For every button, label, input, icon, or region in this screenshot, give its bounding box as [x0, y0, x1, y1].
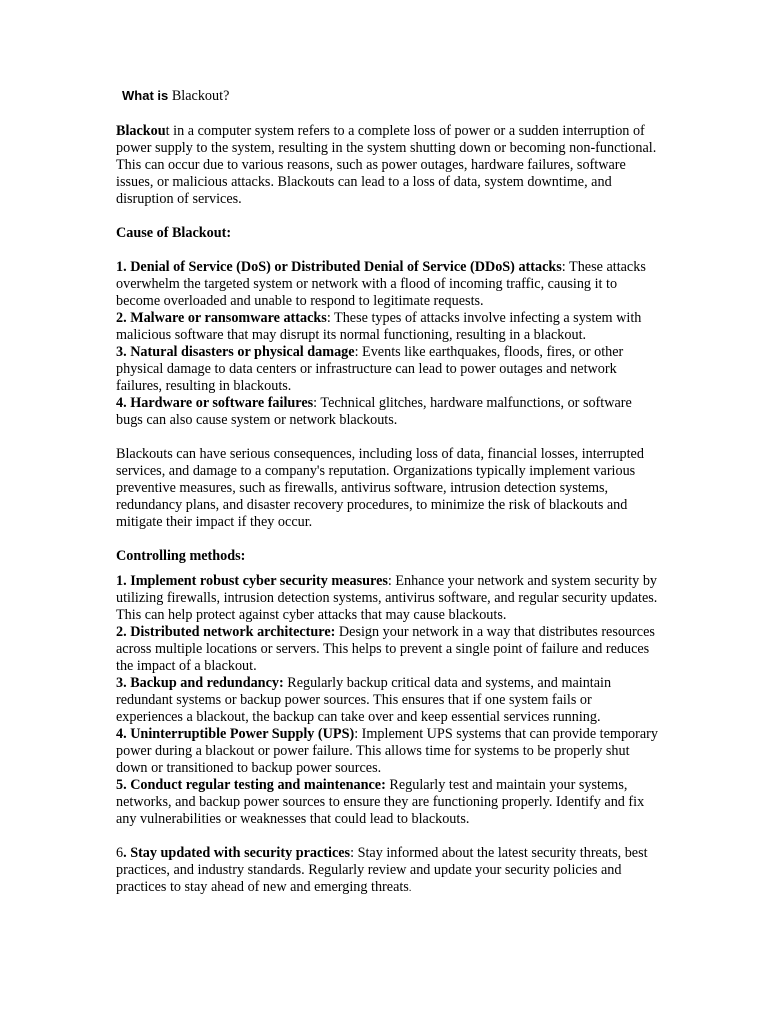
- cause-item-3-title: 3. Natural disasters or physical damage: [116, 344, 355, 360]
- cause-item-1-title: 1. Denial of Service (DoS) or Distributed Denial of Service (DDoS) attacks: [116, 259, 562, 275]
- title-prefix: What is: [122, 88, 172, 103]
- cause-item-4-title: 4. Hardware or software failures: [116, 395, 314, 411]
- control-item-3: [116, 675, 658, 726]
- control-item-6-end: .: [408, 883, 412, 894]
- cause-item-2-text: : These types of attacks involve infecting a system with malicious software that may disrupt its normal functioning, resulting in a blackout.: [116, 310, 642, 343]
- control-item-2-title: 2. Distributed network architecture:: [116, 624, 336, 640]
- control-item-1-title: 1. Implement robust cyber security measures: [116, 573, 388, 589]
- controls-heading: Controlling methods:: [116, 548, 246, 564]
- control-item-1: [116, 573, 658, 624]
- cause-item-4-text: : Technical glitches, hardware malfunctions, or software bugs can also cause system or network blackouts.: [116, 395, 632, 428]
- control-item-2-text: Design your network in a way that distributes resources across multiple locations or servers. This helps to prevent a single point of failure and reduces the impact of a blackout.: [116, 624, 655, 674]
- control-item-5-text: Regularly test and maintain your systems, networks, and backup power sources to ensure they are functioning properly. Identify and fix any vulnerabilities or weaknesses that could lead to blackouts.: [116, 777, 645, 827]
- control-item-6-number: 6: [116, 845, 124, 861]
- intro-paragraph: [116, 123, 658, 208]
- control-item-4: [116, 726, 658, 777]
- consequences-paragraph: Blackouts can have serious consequences, including loss of data, financial losses, interrupted services, and damage to a company's reputation. Organizations typically implement various preventive measures, such as firewalls, antivirus software, intrusion detection systems, redundancy plans, and disaster recovery procedures, to minimize the risk of blackouts and mitigate their impact if they occur.: [116, 446, 644, 530]
- causes-heading: Cause of Blackout:: [116, 225, 232, 241]
- cause-item-2-title: 2. Malware or ransomware attacks: [116, 310, 327, 326]
- control-item-5-title: 5. Conduct regular testing and maintenance:: [116, 777, 386, 793]
- control-item-6-title: . Stay updated with security practices: [123, 845, 351, 861]
- cause-item-3: [116, 344, 658, 395]
- control-item-4-text: : Implement UPS systems that can provide temporary power during a blackout or power failure. This allows time for systems to be properly shut down or transitioned to backup power sources.: [116, 726, 658, 776]
- control-item-6: [116, 845, 658, 897]
- document-title: [122, 87, 658, 105]
- control-item-1-text: : Enhance your network and system security by utilizing firewalls, intrusion detection systems, antivirus software, and regular security updates. This can help protect against cyber attacks that may cause blackouts.: [116, 573, 658, 623]
- control-item-3-title: 3. Backup and redundancy:: [116, 675, 284, 691]
- control-item-6-text: : Stay informed about the latest security threats, best practices, and industry standards. Regularly review and update your security policies and practices to stay ahead of new and emerging threats: [116, 845, 648, 895]
- cause-item-1-text: : These attacks overwhelm the targeted system or network with a flood of incoming traffic, causing it to become overloaded and unable to respond to legitimate requests.: [116, 259, 646, 309]
- control-item-5: [116, 777, 658, 828]
- intro-text: t in a computer system refers to a complete loss of power or a sudden interruption of power supply to the system, resulting in the system shutting down or becoming non-functional. This can occur due to various reasons, such as power outages, hardware failures, software issues, or malicious attacks. Blackouts can lead to a loss of data, system downtime, and disruption of services.: [116, 123, 657, 207]
- control-item-4-title: 4. Uninterruptible Power Supply (UPS): [116, 726, 355, 742]
- intro-bold: Blackou: [116, 123, 166, 139]
- cause-item-2: [116, 310, 658, 344]
- cause-item-4: [116, 395, 658, 429]
- control-item-2: [116, 624, 658, 675]
- title-suffix: ?: [223, 88, 230, 104]
- cause-item-1: [116, 259, 658, 310]
- control-item-3-text: Regularly backup critical data and systems, and maintain redundant systems or backup power sources. This ensures that if one system fails or experiences a blackout, the backup can take over and keep essential services running.: [116, 675, 612, 725]
- cause-item-3-text: : Events like earthquakes, floods, fires, or other physical damage to data centers or infrastructure can lead to power outages and network failures, resulting in blackouts.: [116, 344, 624, 394]
- title-bold: Blackout: [171, 88, 224, 104]
